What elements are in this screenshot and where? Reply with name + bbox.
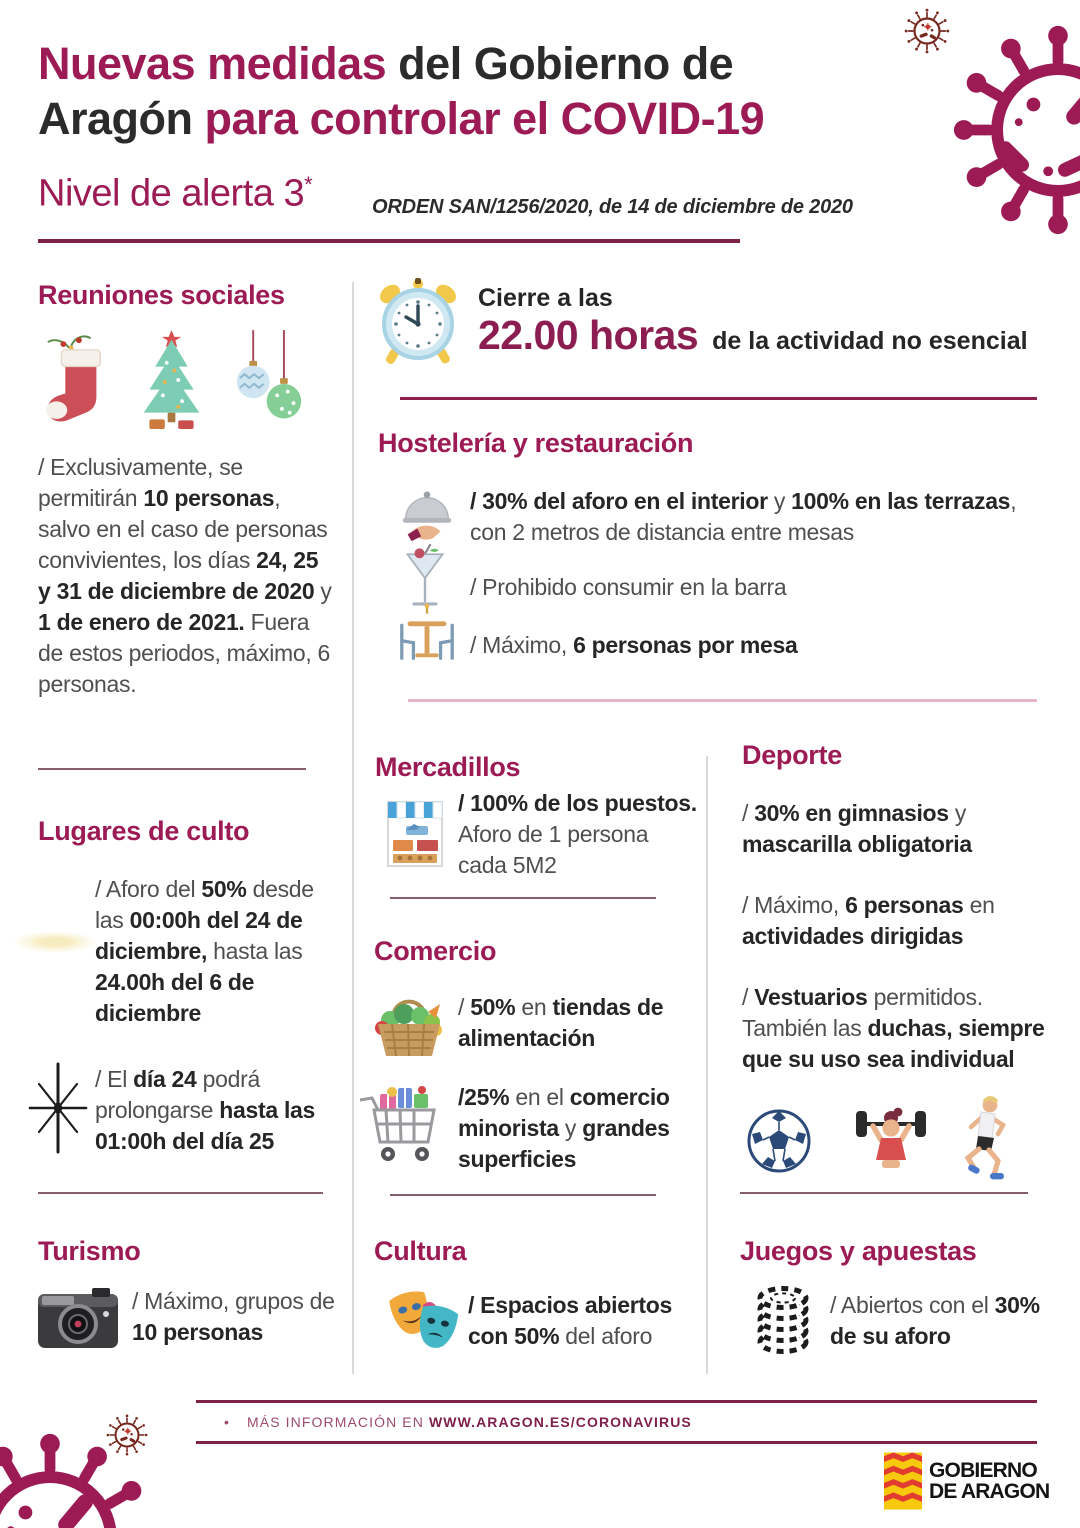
column-divider xyxy=(352,282,354,1374)
weightlifter-icon xyxy=(848,1098,934,1180)
order-reference: ORDEN SAN/1256/2020, de 14 de diciembre de 2020 xyxy=(372,196,853,218)
bethlehem-star-icon xyxy=(26,1062,90,1154)
lugares-item-2: / El día 24 podrá prolongarse hasta las 01:00h del día 25 xyxy=(95,1066,316,1154)
deporte-item-3: / Vestuarios permitidos. También las duchas, siempre que su uso sea individual xyxy=(742,984,1045,1072)
section-title-juegos: Juegos y apuestas xyxy=(740,1236,977,1266)
section-title-turismo: Turismo xyxy=(38,1236,141,1266)
lugares-item-1: / Aforo del 50% desde las 00:00h del 24 de diciembre, hasta las 24.00h del 6 de diciembre xyxy=(95,876,314,1026)
christmas-stocking-icon xyxy=(42,328,110,436)
hosteleria-item-1: / 30% del aforo en el interior y 100% en las terrazas, con 2 metros de distancia entre mesas xyxy=(470,488,1017,545)
divider xyxy=(740,1192,1028,1194)
divider xyxy=(196,1400,1037,1403)
light-glow-icon xyxy=(12,916,98,968)
comercio-item-1: / 50% en tiendas de alimentación xyxy=(458,994,664,1051)
shopping-cart-icon xyxy=(356,1084,450,1168)
closure-time: 22.00 horas xyxy=(478,312,699,358)
camera-icon xyxy=(36,1282,120,1352)
christmas-tree-icon xyxy=(136,326,208,436)
poker-chips-icon xyxy=(752,1284,814,1356)
divider xyxy=(390,897,656,899)
section-title-reuniones: Reuniones sociales xyxy=(38,280,285,310)
ornaments-icon xyxy=(234,326,306,436)
divider xyxy=(38,768,306,770)
comercio-item-2: /25% en el comercio minorista y grandes superficies xyxy=(458,1084,670,1172)
deporte-item-1: / 30% en gimnasios y mascarilla obligatoria xyxy=(742,800,972,857)
alert-level: Nivel de alerta 3* xyxy=(38,172,313,215)
deporte-item-2: / Máximo, 6 personas en actividades dirigidas xyxy=(742,892,995,949)
table-chairs-icon xyxy=(394,602,460,666)
page-title xyxy=(38,36,898,146)
section-title-hosteleria: Hostelería y restauración xyxy=(378,428,694,458)
soccer-ball-icon xyxy=(744,1106,814,1176)
page-title-line2: Aragón para controlar el COVID-19 xyxy=(38,93,765,144)
footer-bullet: • xyxy=(224,1414,231,1430)
section-title-mercadillos: Mercadillos xyxy=(375,752,521,782)
runner-icon xyxy=(950,1094,1014,1184)
closure-line xyxy=(478,312,1028,359)
coronavirus-small-icon xyxy=(902,6,952,56)
section-title-comercio: Comercio xyxy=(374,936,497,966)
grocery-basket-icon xyxy=(370,986,448,1062)
hosteleria-item-3: / Máximo, 6 personas por mesa xyxy=(470,632,798,658)
divider xyxy=(196,1441,1037,1444)
divider xyxy=(408,699,1037,702)
mercadillos-item-1: / 100% de los puestos. Aforo de 1 persona cada 5M2 xyxy=(458,790,697,878)
alert-asterisk: * xyxy=(304,172,313,197)
footer-info-text: MÁS INFORMACIÓN EN WWW.ARAGON.ES/CORONAVIRUS xyxy=(247,1414,692,1430)
gobierno-aragon-logo xyxy=(884,1452,1049,1510)
juegos-item-1: / Abiertos con el 30% de su aforo xyxy=(830,1292,1040,1349)
theater-masks-icon xyxy=(382,1284,462,1362)
page-title-line1: Nuevas medidas del Gobierno de xyxy=(38,38,734,89)
footer-info xyxy=(224,1414,692,1430)
coronavirus-large-icon xyxy=(950,22,1080,238)
logo-text: GOBIERNO DE ARAGON xyxy=(929,1459,1050,1503)
header-divider xyxy=(38,239,740,243)
closure-intro: Cierre a las xyxy=(478,284,613,312)
divider xyxy=(38,1192,323,1194)
christmas-icons-row xyxy=(42,326,306,436)
divider xyxy=(390,1194,656,1196)
section-title-lugares: Lugares de culto xyxy=(38,816,250,846)
aragon-flag-icon xyxy=(884,1452,922,1510)
market-stall-icon xyxy=(384,796,446,872)
divider xyxy=(400,397,1037,400)
section-title-deporte: Deporte xyxy=(742,740,842,770)
cultura-item-1: / Espacios abiertos con 50% del aforo xyxy=(468,1292,672,1349)
turismo-item-1: / Máximo, grupos de 10 personas xyxy=(132,1288,335,1345)
alarm-clock-icon xyxy=(372,274,464,368)
hosteleria-item-2: / Prohibido consumir en la barra xyxy=(470,574,787,600)
coronavirus-large-icon xyxy=(0,1430,158,1528)
serving-dish-icon xyxy=(398,486,456,548)
reuniones-body: / Exclusivamente, se permitirán 10 personas, salvo en el caso de personas convivientes, los días 24, 25 y 31 de diciembre de 2020 y 1 de enero de 2021. Fuera de estos periodos, máximo, 6 personas. xyxy=(38,454,332,697)
section-title-cultura: Cultura xyxy=(374,1236,467,1266)
closure-scope: de la actividad no esencial xyxy=(712,327,1028,355)
column-divider xyxy=(706,756,708,1374)
